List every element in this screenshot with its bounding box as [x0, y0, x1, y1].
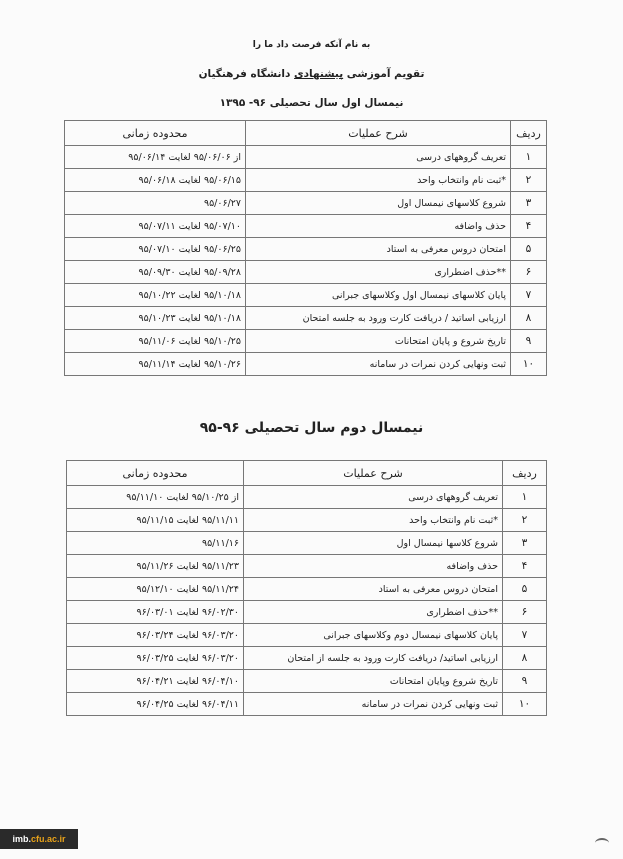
date-range-cell: ۹۵/۰۶/۲۷	[65, 192, 246, 215]
basmala-heading: به نام آنکه فرصت داد ما را	[252, 40, 371, 50]
column-header-row: ردیف	[503, 461, 547, 486]
semester1-title: نیمسال اول سال تحصیلی ۹۶- ۱۳۹۵	[219, 97, 404, 109]
operation-cell: ارزیابی اساتید/ دریافت کارت ورود به جلسه از امتحان	[244, 647, 503, 670]
operation-cell: **حذف اضطراری	[246, 261, 511, 284]
title-underlined-word: پیشنهادی	[294, 68, 344, 80]
row-number-cell: ۶	[503, 601, 547, 624]
table-row	[65, 353, 547, 376]
row-number-cell: ۸	[503, 647, 547, 670]
table-row	[67, 693, 547, 716]
operation-cell: تاریخ شروع و پایان امتحانات	[246, 330, 511, 353]
column-header-operation: شرح عملیات	[246, 121, 511, 146]
row-number-cell: ۸	[511, 307, 547, 330]
title-suffix: دانشگاه فرهنگیان	[198, 68, 291, 80]
table-row	[65, 215, 547, 238]
date-range-cell: ۹۵/۱۱/۲۴ لغایت ۹۵/۱۲/۱۰	[67, 578, 244, 601]
date-range-cell: ۹۶/۰۴/۱۱ لغایت ۹۶/۰۴/۲۵	[67, 693, 244, 716]
date-range-cell: ۹۶/۰۳/۲۰ لغایت ۹۶/۰۳/۲۵	[67, 647, 244, 670]
row-number-cell: ۳	[503, 532, 547, 555]
logo-text-main: imb.	[12, 834, 31, 844]
row-number-cell: ۱	[503, 486, 547, 509]
table-row	[65, 307, 547, 330]
table-row	[67, 601, 547, 624]
row-number-cell: ۱۰	[511, 353, 547, 376]
row-number-cell: ۹	[503, 670, 547, 693]
table-row	[67, 486, 547, 509]
operation-cell: شروع کلاسهای نیمسال اول	[246, 192, 511, 215]
operation-cell: شروع کلاسها نیمسال اول	[244, 532, 503, 555]
date-range-cell: ۹۵/۱۰/۱۸ لغایت ۹۵/۱۰/۲۳	[65, 307, 246, 330]
operation-cell: **حذف اضطراری	[244, 601, 503, 624]
document-title	[0, 68, 623, 80]
table-row	[67, 532, 547, 555]
logo-text-accent: cfu.ac.ir	[31, 834, 66, 844]
table-row	[67, 509, 547, 532]
semester1-table	[64, 120, 547, 376]
operation-cell: پایان کلاسهای نیمسال دوم وکلاسهای جبرانی	[244, 624, 503, 647]
row-number-cell: ۷	[503, 624, 547, 647]
table-row	[65, 330, 547, 353]
operation-cell: پایان کلاسهای نیمسال اول وکلاسهای جبرانی	[246, 284, 511, 307]
row-number-cell: ۶	[511, 261, 547, 284]
date-range-cell: ۹۵/۰۶/۱۵ لغایت ۹۵/۰۶/۱۸	[65, 169, 246, 192]
table-row	[67, 647, 547, 670]
table-row	[65, 169, 547, 192]
table-row	[67, 624, 547, 647]
row-number-cell: ۱	[511, 146, 547, 169]
operation-cell: ارزیابی اساتید / دریافت کارت ورود به جلسه امتحان	[246, 307, 511, 330]
table-row	[65, 284, 547, 307]
semester2-table	[66, 460, 547, 716]
column-header-date-range: محدوده زمانی	[65, 121, 246, 146]
date-range-cell: ۹۵/۱۱/۲۳ لغایت ۹۵/۱۱/۲۶	[67, 555, 244, 578]
row-number-cell: ۹	[511, 330, 547, 353]
semester2-title: نیمسال دوم سال تحصیلی ۹۶-۹۵	[199, 420, 424, 436]
table-row	[67, 670, 547, 693]
date-range-cell: ۹۵/۱۰/۲۶ لغایت ۹۵/۱۱/۱۴	[65, 353, 246, 376]
date-range-cell: ۹۵/۰۹/۲۸ لغایت ۹۵/۰۹/۳۰	[65, 261, 246, 284]
operation-cell: ثبت ونهایی کردن نمرات در سامانه	[244, 693, 503, 716]
row-number-cell: ۲	[503, 509, 547, 532]
scan-artifact-mark	[595, 838, 609, 848]
date-range-cell: ۹۶/۰۳/۲۰ لغایت ۹۶/۰۳/۲۴	[67, 624, 244, 647]
date-range-cell: از ۹۵/۱۰/۲۵ لغایت ۹۵/۱۱/۱۰	[67, 486, 244, 509]
table-row	[65, 192, 547, 215]
title-prefix: تقویم آموزشی	[346, 68, 425, 80]
column-header-row: ردیف	[511, 121, 547, 146]
date-range-cell: از ۹۵/۰۶/۰۶ لغایت ۹۵/۰۶/۱۴	[65, 146, 246, 169]
date-range-cell: ۹۵/۰۷/۱۰ لغایت ۹۵/۰۷/۱۱	[65, 215, 246, 238]
table-row	[65, 261, 547, 284]
column-header-date-range: محدوده زمانی	[67, 461, 244, 486]
date-range-cell: ۹۵/۱۱/۱۱ لغایت ۹۵/۱۱/۱۵	[67, 509, 244, 532]
site-logo[interactable]	[0, 829, 78, 849]
semester1-table-body	[65, 146, 547, 376]
operation-cell: تعریف گروههای درسی	[244, 486, 503, 509]
operation-cell: ثبت ونهایی کردن نمرات در سامانه	[246, 353, 511, 376]
row-number-cell: ۴	[511, 215, 547, 238]
table-row	[65, 238, 547, 261]
row-number-cell: ۳	[511, 192, 547, 215]
date-range-cell: ۹۵/۰۶/۲۵ لغایت ۹۵/۰۷/۱۰	[65, 238, 246, 261]
operation-cell: *ثبت نام وانتخاب واحد	[244, 509, 503, 532]
operation-cell: حذف واضافه	[244, 555, 503, 578]
table-row	[67, 555, 547, 578]
row-number-cell: ۵	[511, 238, 547, 261]
column-header-operation: شرح عملیات	[244, 461, 503, 486]
semester2-table-body	[67, 486, 547, 716]
operation-cell: *ثبت نام وانتخاب واحد	[246, 169, 511, 192]
date-range-cell: ۹۵/۱۰/۲۵ لغایت ۹۵/۱۱/۰۶	[65, 330, 246, 353]
date-range-cell: ۹۶/۰۲/۳۰ لغایت ۹۶/۰۳/۰۱	[67, 601, 244, 624]
date-range-cell: ۹۶/۰۴/۱۰ لغایت ۹۶/۰۴/۲۱	[67, 670, 244, 693]
operation-cell: تاریخ شروع وپایان امتحانات	[244, 670, 503, 693]
date-range-cell: ۹۵/۱۱/۱۶	[67, 532, 244, 555]
date-range-cell: ۹۵/۱۰/۱۸ لغایت ۹۵/۱۰/۲۲	[65, 284, 246, 307]
operation-cell: حذف واضافه	[246, 215, 511, 238]
row-number-cell: ۲	[511, 169, 547, 192]
row-number-cell: ۴	[503, 555, 547, 578]
row-number-cell: ۷	[511, 284, 547, 307]
row-number-cell: ۵	[503, 578, 547, 601]
table-header-row	[67, 461, 547, 486]
table-header-row	[65, 121, 547, 146]
operation-cell: امتحان دروس معرفی به استاد	[246, 238, 511, 261]
table-row	[65, 146, 547, 169]
operation-cell: تعریف گروههای درسی	[246, 146, 511, 169]
operation-cell: امتحان دروس معرفی به استاد	[244, 578, 503, 601]
row-number-cell: ۱۰	[503, 693, 547, 716]
table-row	[67, 578, 547, 601]
